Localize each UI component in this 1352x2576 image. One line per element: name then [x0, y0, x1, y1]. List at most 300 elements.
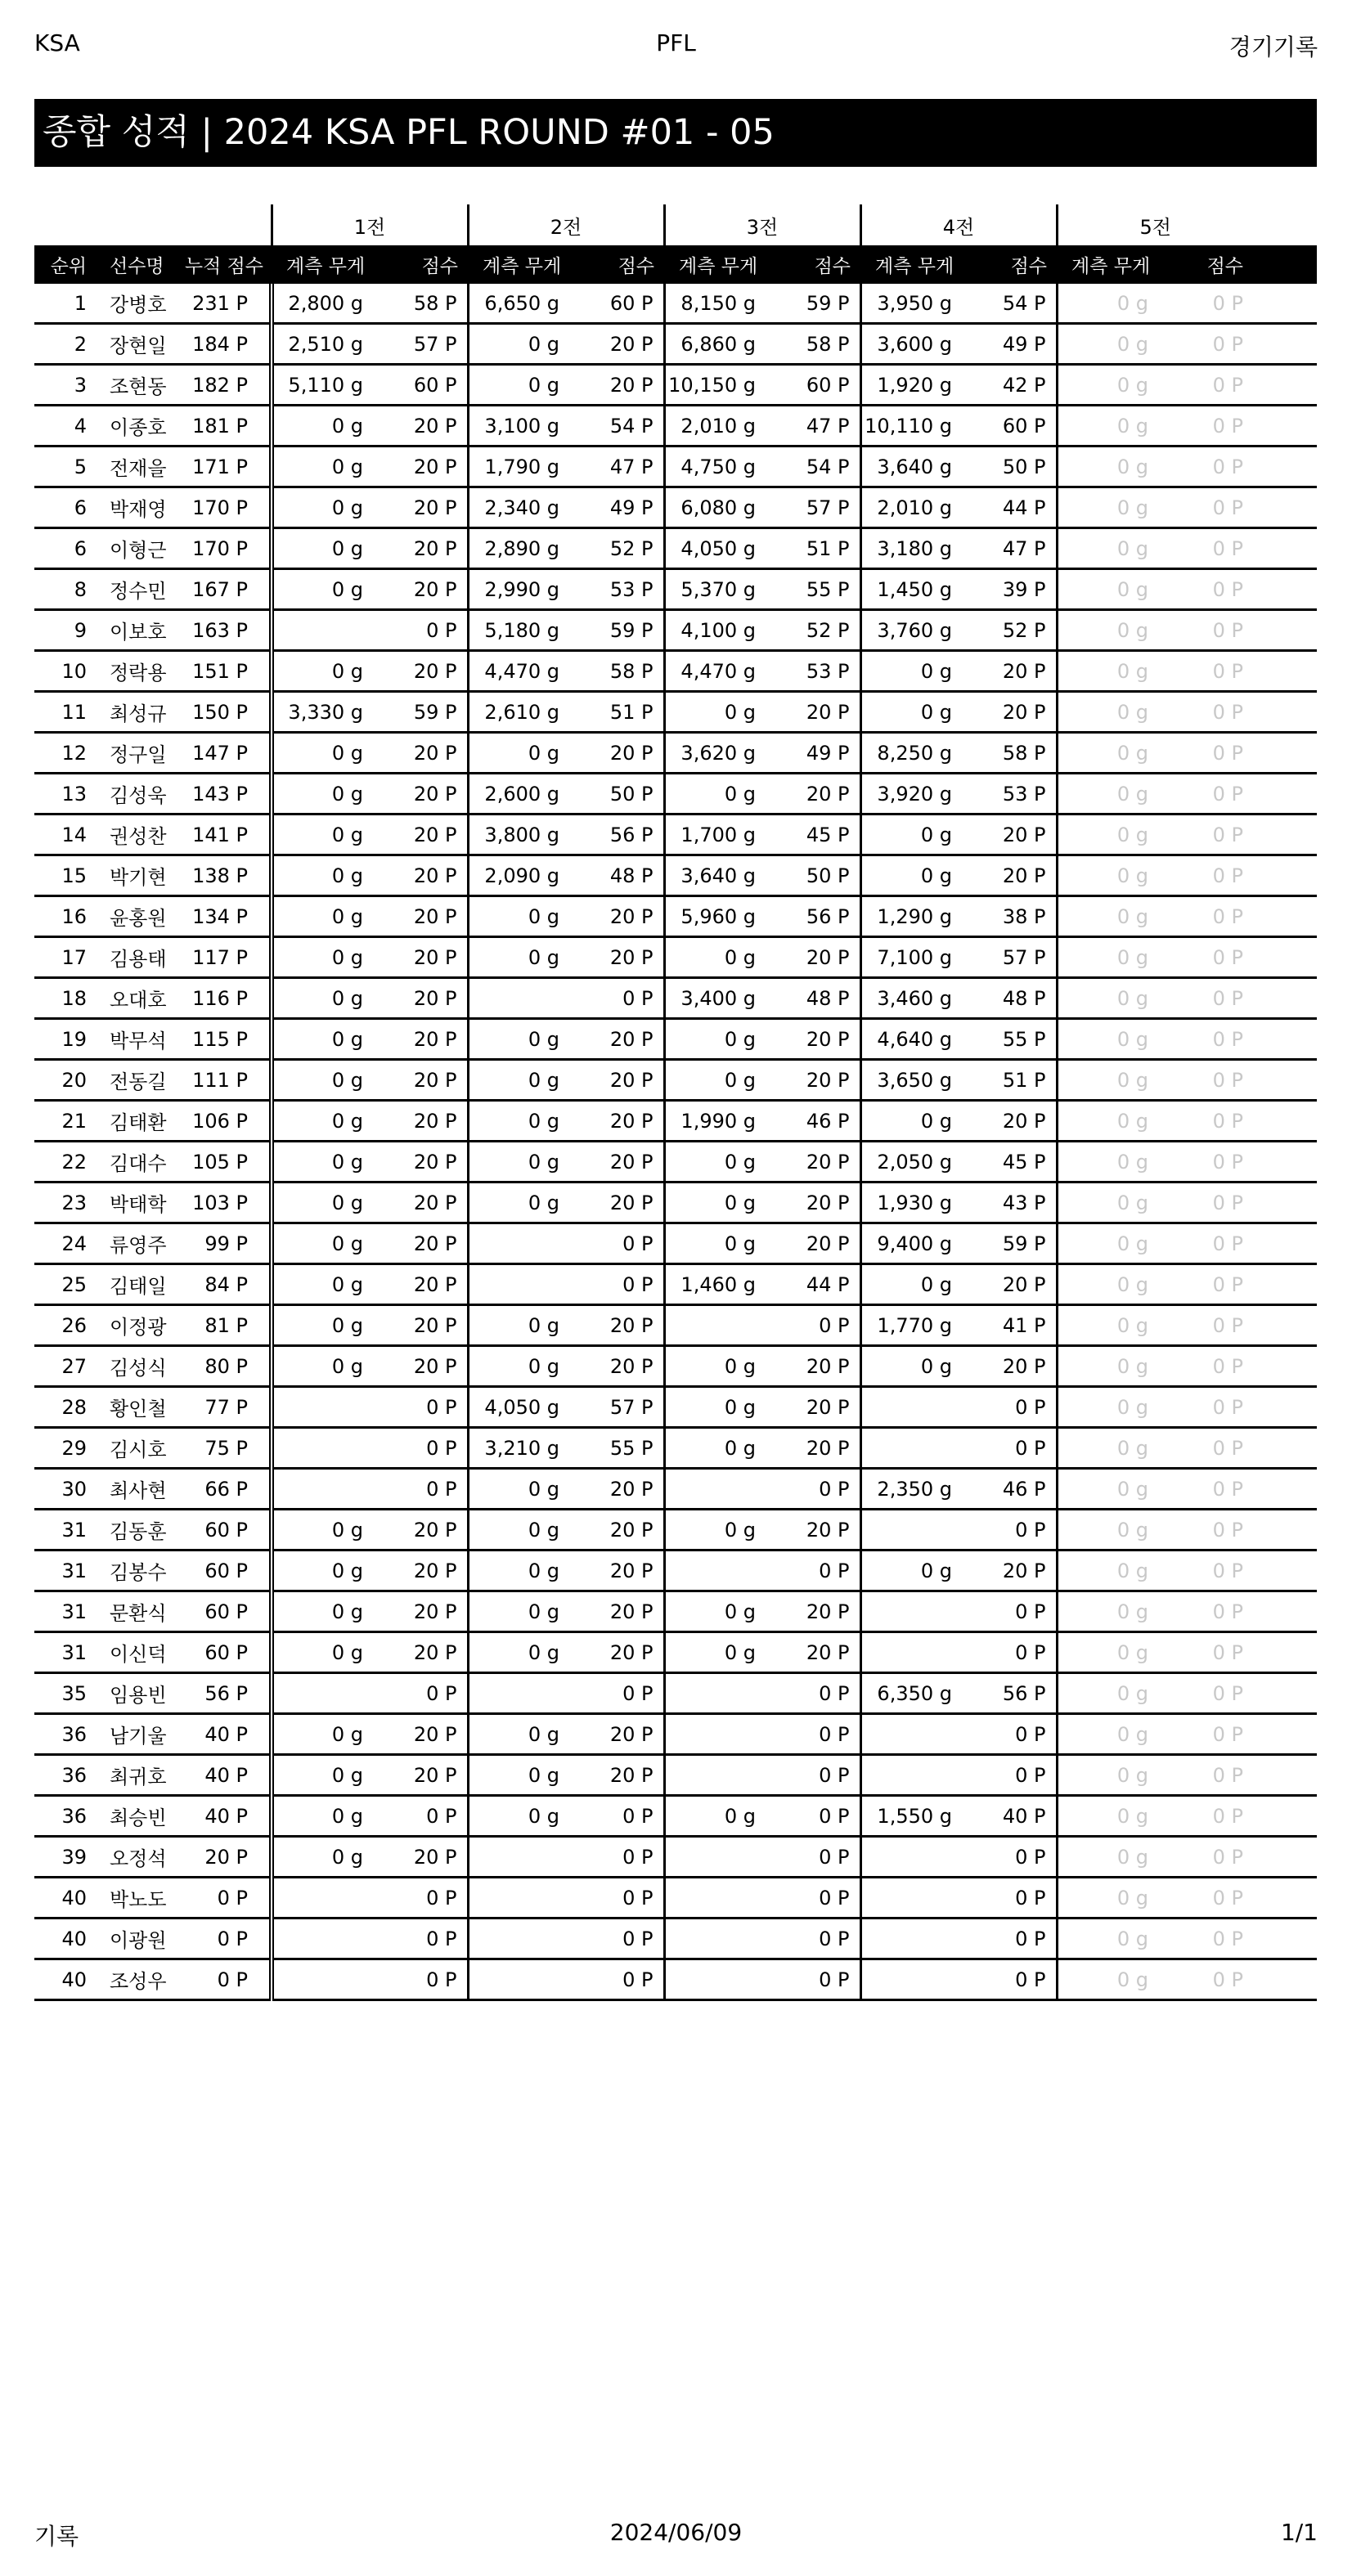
column-header-weight: 계측 무게: [860, 245, 975, 284]
points-cell: 20 P: [582, 1060, 664, 1101]
table-row: [34, 1264, 1317, 1305]
weight-cell: 0 g: [664, 692, 779, 733]
total-points-cell: 106 P: [182, 1101, 272, 1142]
weight-cell: 0 g: [1057, 978, 1171, 1019]
points-cell: 55 P: [582, 1428, 664, 1469]
weight-cell: [664, 1755, 779, 1796]
weight-cell: [664, 1878, 779, 1919]
points-cell: 0 P: [1171, 1142, 1253, 1183]
weight-cell: 0 g: [1057, 1673, 1171, 1714]
points-cell: 53 P: [779, 651, 860, 692]
points-cell: 0 P: [582, 1796, 664, 1837]
weight-cell: 0 g: [468, 733, 582, 774]
total-points-cell: 117 P: [182, 937, 272, 978]
player-name-cell: 김성식: [93, 1346, 182, 1387]
table-row: [34, 1755, 1317, 1796]
points-cell: 49 P: [779, 733, 860, 774]
total-points-cell: 20 P: [182, 1837, 272, 1878]
points-cell: 57 P: [386, 324, 468, 365]
table-row: [34, 1837, 1317, 1878]
weight-cell: 3,640 g: [664, 855, 779, 896]
points-cell: 20 P: [386, 855, 468, 896]
weight-cell: [272, 1878, 386, 1919]
weight-cell: 0 g: [664, 1632, 779, 1673]
weight-cell: 0 g: [272, 1796, 386, 1837]
column-header-name: 선수명: [93, 245, 182, 284]
weight-cell: 0 g: [468, 1632, 582, 1673]
weight-cell: 0 g: [860, 1346, 975, 1387]
player-name-cell: 정수민: [93, 569, 182, 610]
weight-cell: 0 g: [272, 1346, 386, 1387]
weight-cell: 0 g: [272, 733, 386, 774]
weight-cell: 0 g: [664, 1223, 779, 1264]
points-cell: 20 P: [386, 1019, 468, 1060]
round-label: 3전: [664, 204, 860, 245]
total-points-cell: 60 P: [182, 1591, 272, 1632]
weight-cell: 0 g: [272, 815, 386, 855]
points-cell: 59 P: [975, 1223, 1057, 1264]
points-cell: 0 P: [1171, 896, 1253, 937]
weight-cell: 0 g: [1057, 1632, 1171, 1673]
weight-cell: 0 g: [272, 1305, 386, 1346]
points-cell: 0 P: [779, 1673, 860, 1714]
weight-cell: 0 g: [1057, 1019, 1171, 1060]
weight-cell: 0 g: [1057, 1264, 1171, 1305]
total-points-cell: 116 P: [182, 978, 272, 1019]
total-points-cell: 151 P: [182, 651, 272, 692]
points-cell: 50 P: [582, 774, 664, 815]
points-cell: 20 P: [779, 1019, 860, 1060]
weight-cell: 0 g: [1057, 1305, 1171, 1346]
round-header-row: [34, 204, 1317, 245]
total-points-cell: 60 P: [182, 1632, 272, 1673]
column-header-points: 점수: [779, 245, 860, 284]
points-cell: 20 P: [779, 1346, 860, 1387]
weight-cell: 1,770 g: [860, 1305, 975, 1346]
points-cell: 56 P: [779, 896, 860, 937]
points-cell: 0 P: [1171, 1591, 1253, 1632]
weight-cell: 0 g: [272, 1019, 386, 1060]
player-name-cell: 이신덕: [93, 1632, 182, 1673]
weight-cell: 0 g: [468, 1183, 582, 1223]
rank-cell: 40: [34, 1919, 93, 1959]
points-cell: 20 P: [582, 896, 664, 937]
weight-cell: [468, 1837, 582, 1878]
total-points-cell: 84 P: [182, 1264, 272, 1305]
points-cell: 38 P: [975, 896, 1057, 937]
player-name-cell: 황인철: [93, 1387, 182, 1428]
player-name-cell: 박재영: [93, 487, 182, 528]
weight-cell: 10,150 g: [664, 365, 779, 406]
weight-cell: 0 g: [1057, 1346, 1171, 1387]
weight-cell: 0 g: [1057, 1878, 1171, 1919]
weight-cell: 1,920 g: [860, 365, 975, 406]
table-row: [34, 1919, 1317, 1959]
points-cell: 0 P: [1171, 774, 1253, 815]
points-cell: 20 P: [582, 1346, 664, 1387]
points-cell: 20 P: [386, 447, 468, 487]
player-name-cell: 최성규: [93, 692, 182, 733]
weight-cell: 0 g: [664, 1591, 779, 1632]
row-end-cell: [1253, 1714, 1317, 1755]
points-cell: 20 P: [975, 1101, 1057, 1142]
weight-cell: 4,640 g: [860, 1019, 975, 1060]
points-cell: 0 P: [386, 1919, 468, 1959]
points-cell: 0 P: [1171, 1959, 1253, 2000]
points-cell: 47 P: [975, 528, 1057, 569]
rank-cell: 40: [34, 1959, 93, 2000]
weight-cell: 4,470 g: [468, 651, 582, 692]
weight-cell: 0 g: [664, 1142, 779, 1183]
points-cell: 0 P: [1171, 1469, 1253, 1510]
weight-cell: 2,010 g: [860, 487, 975, 528]
weight-cell: 0 g: [860, 692, 975, 733]
points-cell: 0 P: [582, 1878, 664, 1919]
weight-cell: [860, 1959, 975, 2000]
player-name-cell: 김용태: [93, 937, 182, 978]
points-cell: 50 P: [975, 447, 1057, 487]
column-header-weight: 계측 무게: [1057, 245, 1171, 284]
points-cell: 20 P: [779, 1428, 860, 1469]
weight-cell: 3,640 g: [860, 447, 975, 487]
row-end-cell: [1253, 1346, 1317, 1387]
rank-cell: 6: [34, 528, 93, 569]
row-end-cell: [1253, 1305, 1317, 1346]
points-cell: 0 P: [1171, 1551, 1253, 1591]
table-row: [34, 1469, 1317, 1510]
weight-cell: 0 g: [272, 528, 386, 569]
weight-cell: 0 g: [272, 1183, 386, 1223]
table-row: [34, 447, 1317, 487]
player-name-cell: 김태일: [93, 1264, 182, 1305]
player-name-cell: 전재을: [93, 447, 182, 487]
rank-cell: 16: [34, 896, 93, 937]
points-cell: 20 P: [975, 1264, 1057, 1305]
row-end-cell: [1253, 1142, 1317, 1183]
rank-cell: 39: [34, 1837, 93, 1878]
weight-cell: 0 g: [272, 1551, 386, 1591]
player-name-cell: 정구일: [93, 733, 182, 774]
weight-cell: 0 g: [468, 937, 582, 978]
table-row: [34, 406, 1317, 447]
points-cell: 20 P: [386, 733, 468, 774]
points-cell: 20 P: [386, 1551, 468, 1591]
points-cell: 20 P: [582, 1183, 664, 1223]
points-cell: 54 P: [779, 447, 860, 487]
player-name-cell: 임용빈: [93, 1673, 182, 1714]
column-header-rank: 순위: [34, 245, 93, 284]
points-cell: 20 P: [779, 1387, 860, 1428]
weight-cell: 5,960 g: [664, 896, 779, 937]
points-cell: 0 P: [779, 1305, 860, 1346]
column-header-points: 점수: [1171, 245, 1253, 284]
row-end-cell: [1253, 1264, 1317, 1305]
table-row: [34, 1510, 1317, 1551]
points-cell: 57 P: [975, 937, 1057, 978]
points-cell: 0 P: [1171, 406, 1253, 447]
points-cell: 20 P: [582, 1019, 664, 1060]
points-cell: 20 P: [386, 406, 468, 447]
points-cell: 20 P: [386, 569, 468, 610]
points-cell: 57 P: [582, 1387, 664, 1428]
weight-cell: 0 g: [272, 774, 386, 815]
weight-cell: 8,150 g: [664, 284, 779, 324]
rank-cell: 6: [34, 487, 93, 528]
table-row: [34, 774, 1317, 815]
points-cell: 20 P: [386, 1755, 468, 1796]
column-header-total: 누적 점수: [182, 245, 272, 284]
weight-cell: [272, 1387, 386, 1428]
weight-cell: 3,210 g: [468, 1428, 582, 1469]
weight-cell: 0 g: [272, 1632, 386, 1673]
points-cell: 20 P: [779, 937, 860, 978]
total-points-cell: 40 P: [182, 1755, 272, 1796]
row-end-cell: [1253, 733, 1317, 774]
player-name-cell: 전동길: [93, 1060, 182, 1101]
weight-cell: 0 g: [272, 1755, 386, 1796]
points-cell: 20 P: [386, 651, 468, 692]
points-cell: 0 P: [582, 1673, 664, 1714]
footer-left: 기록: [34, 2523, 79, 2550]
weight-cell: 0 g: [1057, 447, 1171, 487]
row-end-cell: [1253, 1632, 1317, 1673]
column-header-weight: 계측 무게: [468, 245, 582, 284]
rank-cell: 14: [34, 815, 93, 855]
row-end-cell: [1253, 1959, 1317, 2000]
table-row: [34, 487, 1317, 528]
weight-cell: [860, 1632, 975, 1673]
weight-cell: [860, 1591, 975, 1632]
table-row: [34, 1019, 1317, 1060]
points-cell: 48 P: [582, 855, 664, 896]
rank-cell: 22: [34, 1142, 93, 1183]
rank-cell: 40: [34, 1878, 93, 1919]
total-points-cell: 182 P: [182, 365, 272, 406]
player-name-cell: 최승빈: [93, 1796, 182, 1837]
weight-cell: 7,100 g: [860, 937, 975, 978]
total-points-cell: 60 P: [182, 1510, 272, 1551]
points-cell: 20 P: [582, 1755, 664, 1796]
total-points-cell: 60 P: [182, 1551, 272, 1591]
weight-cell: 2,610 g: [468, 692, 582, 733]
weight-cell: 2,510 g: [272, 324, 386, 365]
points-cell: 0 P: [1171, 284, 1253, 324]
weight-cell: [272, 1469, 386, 1510]
column-header-points: 점수: [582, 245, 664, 284]
points-cell: 20 P: [386, 1714, 468, 1755]
weight-cell: 0 g: [272, 1837, 386, 1878]
points-cell: 0 P: [1171, 1673, 1253, 1714]
points-cell: 0 P: [386, 1959, 468, 2000]
weight-cell: 0 g: [272, 651, 386, 692]
points-cell: 47 P: [582, 447, 664, 487]
points-cell: 20 P: [779, 1510, 860, 1551]
total-points-cell: 75 P: [182, 1428, 272, 1469]
weight-cell: 3,180 g: [860, 528, 975, 569]
weight-cell: 0 g: [664, 1346, 779, 1387]
rank-cell: 5: [34, 447, 93, 487]
table-row: [34, 324, 1317, 365]
total-points-cell: 170 P: [182, 528, 272, 569]
points-cell: 0 P: [1171, 1264, 1253, 1305]
weight-cell: 0 g: [1057, 406, 1171, 447]
round-label: 1전: [272, 204, 468, 245]
weight-cell: 0 g: [664, 1019, 779, 1060]
points-cell: 20 P: [779, 774, 860, 815]
player-name-cell: 오정석: [93, 1837, 182, 1878]
points-cell: 0 P: [386, 1428, 468, 1469]
points-cell: 20 P: [779, 1183, 860, 1223]
points-cell: 0 P: [386, 1469, 468, 1510]
weight-cell: 0 g: [1057, 1796, 1171, 1837]
points-cell: 20 P: [582, 365, 664, 406]
weight-cell: 2,050 g: [860, 1142, 975, 1183]
weight-cell: [468, 1878, 582, 1919]
weight-cell: 0 g: [468, 1060, 582, 1101]
points-cell: 20 P: [582, 1510, 664, 1551]
rank-cell: 28: [34, 1387, 93, 1428]
weight-cell: 0 g: [468, 1551, 582, 1591]
points-cell: 43 P: [975, 1183, 1057, 1223]
standings-table: [34, 204, 1317, 2001]
weight-cell: 0 g: [272, 569, 386, 610]
points-cell: 20 P: [975, 855, 1057, 896]
weight-cell: 0 g: [1057, 1959, 1171, 2000]
weight-cell: 0 g: [1057, 1183, 1171, 1223]
row-end-cell: [1253, 815, 1317, 855]
weight-cell: 0 g: [1057, 855, 1171, 896]
points-cell: 39 P: [975, 569, 1057, 610]
points-cell: 42 P: [975, 365, 1057, 406]
points-cell: 20 P: [386, 1305, 468, 1346]
player-name-cell: 류영주: [93, 1223, 182, 1264]
points-cell: 20 P: [386, 937, 468, 978]
table-row: [34, 937, 1317, 978]
round-label: 2전: [468, 204, 664, 245]
row-end-cell: [1253, 406, 1317, 447]
points-cell: 0 P: [386, 610, 468, 651]
total-points-cell: 40 P: [182, 1714, 272, 1755]
weight-cell: 0 g: [272, 1591, 386, 1632]
weight-cell: [664, 1551, 779, 1591]
points-cell: 20 P: [386, 1183, 468, 1223]
standings-body: [34, 284, 1317, 2000]
points-cell: 20 P: [386, 896, 468, 937]
points-cell: 0 P: [975, 1510, 1057, 1551]
weight-cell: 0 g: [272, 1264, 386, 1305]
row-end-cell: [1253, 610, 1317, 651]
weight-cell: 0 g: [272, 1142, 386, 1183]
table-row: [34, 1387, 1317, 1428]
total-points-cell: 40 P: [182, 1796, 272, 1837]
player-name-cell: 강병호: [93, 284, 182, 324]
player-name-cell: 김태환: [93, 1101, 182, 1142]
points-cell: 54 P: [975, 284, 1057, 324]
player-name-cell: 남기울: [93, 1714, 182, 1755]
rank-cell: 31: [34, 1551, 93, 1591]
row-end-cell: [1253, 855, 1317, 896]
weight-cell: 2,890 g: [468, 528, 582, 569]
weight-cell: 0 g: [272, 855, 386, 896]
weight-cell: 0 g: [1057, 651, 1171, 692]
weight-cell: 0 g: [1057, 733, 1171, 774]
points-cell: 20 P: [975, 815, 1057, 855]
row-end-cell: [1253, 1510, 1317, 1551]
row-end-cell: [1253, 487, 1317, 528]
weight-cell: [664, 1673, 779, 1714]
total-points-cell: 171 P: [182, 447, 272, 487]
points-cell: 59 P: [386, 692, 468, 733]
player-name-cell: 이형근: [93, 528, 182, 569]
table-row: [34, 1142, 1317, 1183]
total-points-cell: 170 P: [182, 487, 272, 528]
points-cell: 46 P: [779, 1101, 860, 1142]
points-cell: 60 P: [779, 365, 860, 406]
points-cell: 0 P: [1171, 1632, 1253, 1673]
player-name-cell: 장현일: [93, 324, 182, 365]
weight-cell: [468, 1673, 582, 1714]
points-cell: 58 P: [582, 651, 664, 692]
weight-cell: 0 g: [468, 365, 582, 406]
header-left: KSA: [34, 29, 80, 56]
weight-cell: [664, 1714, 779, 1755]
player-name-cell: 최귀호: [93, 1755, 182, 1796]
points-cell: 0 P: [582, 1919, 664, 1959]
weight-cell: 2,090 g: [468, 855, 582, 896]
header-right: 경기기록: [1228, 34, 1318, 61]
weight-cell: 0 g: [1057, 774, 1171, 815]
points-cell: 0 P: [1171, 1878, 1253, 1919]
total-points-cell: 66 P: [182, 1469, 272, 1510]
table-row: [34, 610, 1317, 651]
table-row: [34, 733, 1317, 774]
rank-cell: 4: [34, 406, 93, 447]
total-points-cell: 111 P: [182, 1060, 272, 1101]
points-cell: 44 P: [975, 487, 1057, 528]
table-row: [34, 1591, 1317, 1632]
rank-cell: 21: [34, 1101, 93, 1142]
points-cell: 40 P: [975, 1796, 1057, 1837]
points-cell: 55 P: [975, 1019, 1057, 1060]
player-name-cell: 이보호: [93, 610, 182, 651]
player-name-cell: 조성우: [93, 1959, 182, 2000]
weight-cell: [860, 1837, 975, 1878]
weight-cell: [664, 1959, 779, 2000]
weight-cell: 0 g: [468, 1714, 582, 1755]
row-end-cell: [1253, 1101, 1317, 1142]
weight-cell: 1,990 g: [664, 1101, 779, 1142]
player-name-cell: 김시호: [93, 1428, 182, 1469]
total-points-cell: 56 P: [182, 1673, 272, 1714]
points-cell: 20 P: [975, 692, 1057, 733]
column-header-points: 점수: [975, 245, 1057, 284]
rank-cell: 8: [34, 569, 93, 610]
points-cell: 52 P: [975, 610, 1057, 651]
weight-cell: 0 g: [1057, 1837, 1171, 1878]
points-cell: 20 P: [386, 978, 468, 1019]
column-header-weight: 계측 무게: [664, 245, 779, 284]
points-cell: 54 P: [582, 406, 664, 447]
points-cell: 0 P: [975, 1714, 1057, 1755]
points-cell: 0 P: [1171, 1223, 1253, 1264]
row-end-cell: [1253, 528, 1317, 569]
weight-cell: 0 g: [272, 978, 386, 1019]
weight-cell: 6,650 g: [468, 284, 582, 324]
table-row: [34, 1632, 1317, 1673]
points-cell: 0 P: [779, 1551, 860, 1591]
weight-cell: [468, 1919, 582, 1959]
weight-cell: [664, 1305, 779, 1346]
